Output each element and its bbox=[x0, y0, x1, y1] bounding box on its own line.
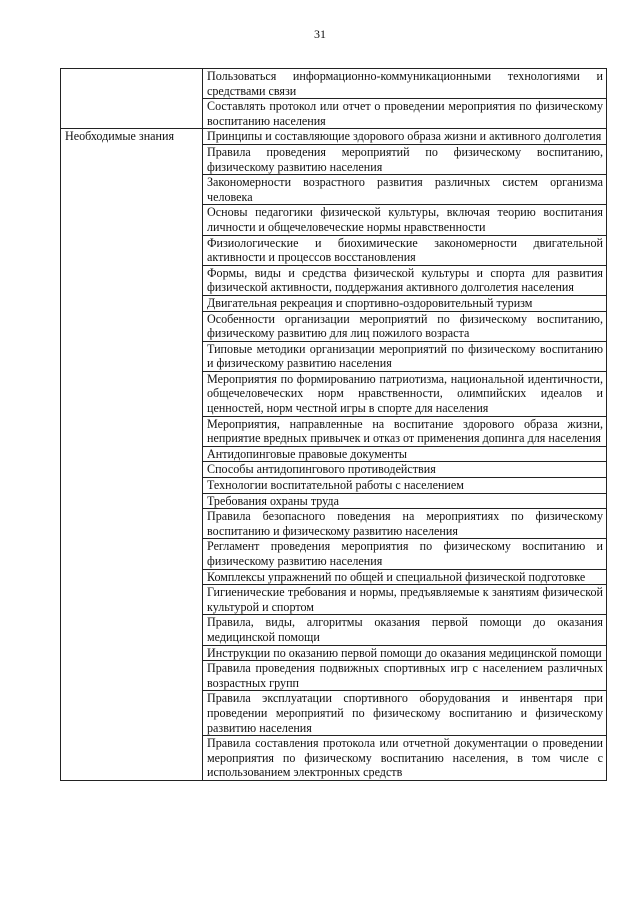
page-number: 31 bbox=[314, 27, 326, 41]
requirement-cell: Антидопинговые правовые документы bbox=[203, 446, 607, 462]
requirement-cell: Мероприятия, направленные на воспитание здорового образа жизни, неприятие вредных привычек и отказ от применения допинга для населения bbox=[203, 416, 607, 446]
requirement-cell: Правила, виды, алгоритмы оказания первой помощи до оказания медицинской помощи bbox=[203, 615, 607, 645]
requirement-cell: Типовые методики организации мероприятий по физическому воспитанию и физическому развитию населения bbox=[203, 341, 607, 371]
requirement-cell: Правила безопасного поведения на мероприятиях по физическому воспитанию и физическому развитию населения bbox=[203, 509, 607, 539]
requirement-cell: Принципы и составляющие здорового образа жизни и активного долголетия bbox=[203, 129, 607, 145]
requirement-cell: Правила эксплуатации спортивного оборудования и инвентаря при проведении мероприятий по физическому воспитанию и физическому развитию населения bbox=[203, 691, 607, 736]
requirement-cell: Правила проведения мероприятий по физическому воспитанию, физическому развитию населения bbox=[203, 144, 607, 174]
requirement-cell: Правила проведения подвижных спортивных игр с населением различных возрастных групп bbox=[203, 661, 607, 691]
requirement-cell: Двигательная рекреация и спортивно-оздоровительный туризм bbox=[203, 295, 607, 311]
requirement-cell: Закономерности возрастного развития различных систем организма человека bbox=[203, 175, 607, 205]
row-group-label bbox=[61, 69, 203, 129]
table-row bbox=[61, 129, 607, 145]
requirement-cell: Гигиенические требования и нормы, предъявляемые к занятиям физической культурой и спортом bbox=[203, 585, 607, 615]
requirement-cell: Комплексы упражнений по общей и специальной физической подготовке bbox=[203, 569, 607, 585]
row-group-label: Необходимые знания bbox=[61, 129, 203, 781]
requirement-cell: Инструкции по оказанию первой помощи до оказания медицинской помощи bbox=[203, 645, 607, 661]
requirement-cell: Особенности организации мероприятий по физическому воспитанию, физическому развитию для лиц пожилого возраста bbox=[203, 311, 607, 341]
requirement-cell: Физиологические и биохимические закономерности двигательной активности и процессов восстановления bbox=[203, 235, 607, 265]
requirements-table bbox=[60, 68, 607, 781]
requirement-cell: Способы антидопингового противодействия bbox=[203, 462, 607, 478]
requirement-cell: Технологии воспитательной работы с населением bbox=[203, 478, 607, 494]
requirement-cell: Формы, виды и средства физической культуры и спорта для развития физической активности, поддержания активного долголетия населения bbox=[203, 265, 607, 295]
requirement-cell: Мероприятия по формированию патриотизма, национальной идентичности, общечеловеческих норм нравственности, олимпийских идеалов и ценностей, норм честной игры в спорте для населения bbox=[203, 371, 607, 416]
requirement-cell: Основы педагогики физической культуры, включая теорию воспитания личности и общечеловеческие нормы нравственности bbox=[203, 205, 607, 235]
requirement-cell: Правила составления протокола или отчетной документации о проведении мероприятия по физическому воспитанию населения, в том числе с использованием электронных средств bbox=[203, 736, 607, 781]
table-row bbox=[61, 69, 607, 99]
requirement-cell: Регламент проведения мероприятия по физическому воспитанию и физическому развитию населения bbox=[203, 539, 607, 569]
requirement-cell: Требования охраны труда bbox=[203, 493, 607, 509]
requirement-cell: Пользоваться информационно-коммуникационными технологиями и средствами связи bbox=[203, 69, 607, 99]
requirement-cell: Составлять протокол или отчет о проведении мероприятия по физическому воспитанию населения bbox=[203, 99, 607, 129]
